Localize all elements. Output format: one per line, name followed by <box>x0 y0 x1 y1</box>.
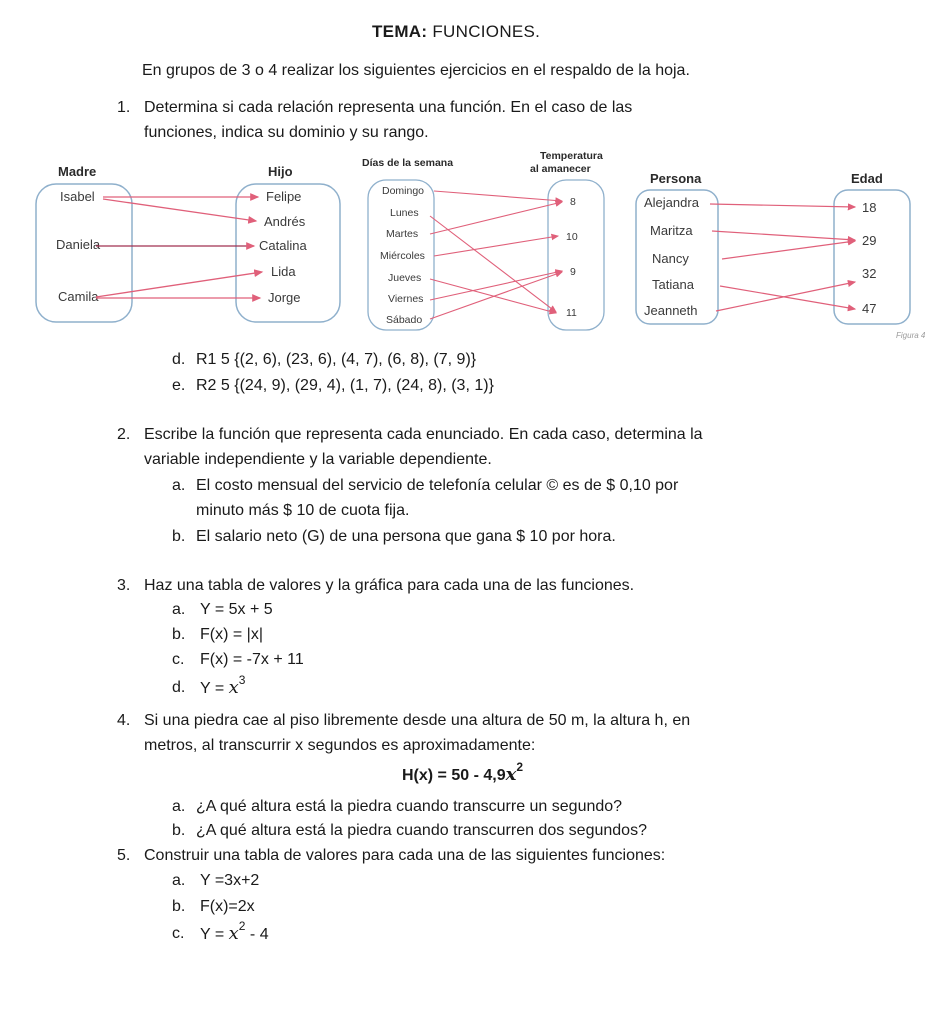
hijo-catalina: Catalina <box>259 238 307 253</box>
arrow-nancy-29 <box>722 241 855 259</box>
q2-b-text: El salario neto (G) de una persona que gana $ 10 por hora. <box>196 528 616 545</box>
dia-domingo: Domingo <box>382 185 425 197</box>
edad-32: 32 <box>862 266 877 281</box>
header-madre: Madre <box>58 164 97 179</box>
q5-text: Construir una tabla de valores para cada una de las siguientes funciones: <box>144 847 666 864</box>
header-temperatura-1: Temperatura <box>540 150 603 162</box>
q3-a-letter: a. <box>172 601 186 618</box>
header-edad: Edad <box>851 171 883 186</box>
intro-text: En grupos de 3 o 4 realizar los siguientes ejercicios en el respaldo de la hoja. <box>142 62 690 79</box>
arrow-martes-8 <box>430 202 562 234</box>
q1-text-line2: funciones, indica su dominio y su rango. <box>144 124 429 141</box>
q5-number: 5. <box>117 847 131 864</box>
hijo-lida: Lida <box>271 264 296 279</box>
hijo-andres: Andrés <box>264 214 306 229</box>
q3-text: Haz una tabla de valores y la gráfica para cada una de las funciones. <box>144 577 635 594</box>
q2-text-line2: variable independiente y la variable dependiente. <box>144 451 492 468</box>
q1-e-text: R2 5 {(24, 9), (29, 4), (1, 7), (24, 8), (3, 1)} <box>196 377 494 394</box>
q4-text-line2: metros, al transcurrir x segundos es aproximadamente: <box>144 737 536 754</box>
diagram-persona-edad <box>636 171 910 324</box>
q5-a-text: Y =3x+2 <box>200 872 260 889</box>
temp-11: 11 <box>566 307 577 319</box>
q4-formula: $H(x) = 50 - 4,9x^2$ <box>402 760 524 785</box>
q3-d-letter: d. <box>172 679 186 696</box>
q3-d-formula: $Y = x^3$ <box>200 673 246 698</box>
q5-b-letter: b. <box>172 898 186 915</box>
edad-18: 18 <box>862 200 877 215</box>
persona-nancy: Nancy <box>652 251 689 266</box>
q3-b-letter: b. <box>172 626 186 643</box>
q1-number: 1. <box>117 99 131 116</box>
q1-e-letter: e. <box>172 377 186 394</box>
persona-alejandra: Alejandra <box>644 195 699 210</box>
dia-martes: Martes <box>386 228 419 240</box>
arrow-isabel-andres <box>103 199 256 221</box>
q2-a-line2: minuto más $ 10 de cuota fija. <box>196 502 410 519</box>
q4-b-text: ¿A qué altura está la piedra cuando transcurren dos segundos? <box>196 822 647 839</box>
dia-lunes: Lunes <box>390 207 419 219</box>
header-dias: Días de la semana <box>362 157 454 169</box>
q1-d-letter: d. <box>172 351 186 368</box>
figure-label: Figura 4 <box>896 331 926 340</box>
q3-c-text: F(x) = -7x + 11 <box>200 651 304 668</box>
diagram-dias-temperatura <box>362 150 604 330</box>
temp-9: 9 <box>570 266 576 278</box>
q4-text-line1: Si una piedra cae al piso libremente desde una altura de 50 m, la altura h, en <box>144 712 691 729</box>
title-topic: FUNCIONES. <box>432 22 541 41</box>
madre-camila: Camila <box>58 289 99 304</box>
header-persona: Persona <box>650 171 702 186</box>
edad-29: 29 <box>862 233 877 248</box>
madre-daniela: Daniela <box>56 237 101 252</box>
dia-miercoles: Miércoles <box>380 250 425 262</box>
q3-number: 3. <box>117 577 131 594</box>
q4-b-letter: b. <box>172 822 186 839</box>
q4-a-text: ¿A qué altura está la piedra cuando transcurre un segundo? <box>196 798 623 815</box>
dia-sabado: Sábado <box>386 314 423 326</box>
q2-text-line1: Escribe la función que representa cada enunciado. En cada caso, determina la <box>144 426 703 443</box>
q1-text-line1: Determina si cada relación representa una función. En el caso de las <box>144 99 633 116</box>
hijo-felipe: Felipe <box>266 189 302 204</box>
header-hijo: Hijo <box>268 164 293 179</box>
title-prefix: TEMA: <box>372 22 428 41</box>
persona-jeanneth: Jeanneth <box>644 303 698 318</box>
q2-a-letter: a. <box>172 477 186 494</box>
q2-number: 2. <box>117 426 131 443</box>
q4-a-letter: a. <box>172 798 186 815</box>
arrow-camila-lida <box>96 272 262 297</box>
arrow-miercoles-10 <box>434 236 558 256</box>
hijo-jorge: Jorge <box>268 290 301 305</box>
persona-tatiana: Tatiana <box>652 277 694 292</box>
diagram-madre-hijo <box>36 164 340 322</box>
q3-c-letter: c. <box>172 651 185 668</box>
q2-b-letter: b. <box>172 528 186 545</box>
q5-c-formula: $Y = x^2 - 4$ <box>200 919 269 944</box>
edad-47: 47 <box>862 301 877 316</box>
q4-number: 4. <box>117 712 131 729</box>
arrow-domingo-8 <box>434 191 562 201</box>
header-temperatura-2: al amanecer <box>530 163 591 175</box>
q3-b-text: F(x) = |x| <box>200 626 263 643</box>
q2-a-line1: El costo mensual del servicio de telefonía celular © es de $ 0,10 por <box>196 477 679 494</box>
q5-c-letter: c. <box>172 925 185 942</box>
temp-10: 10 <box>566 231 578 243</box>
persona-maritza: Maritza <box>650 223 693 238</box>
dia-jueves: Jueves <box>388 272 422 284</box>
arrow-lunes-11 <box>430 216 556 312</box>
q3-a-text: Y = 5x + 5 <box>200 601 273 618</box>
dia-viernes: Viernes <box>388 293 424 305</box>
q1-d-text: R1 5 {(2, 6), (23, 6), (4, 7), (6, 8), (7, 9)} <box>196 351 477 368</box>
q5-b-text: F(x)=2x <box>200 898 255 915</box>
temp-8: 8 <box>570 196 576 208</box>
q5-a-letter: a. <box>172 872 186 889</box>
madre-isabel: Isabel <box>60 189 95 204</box>
